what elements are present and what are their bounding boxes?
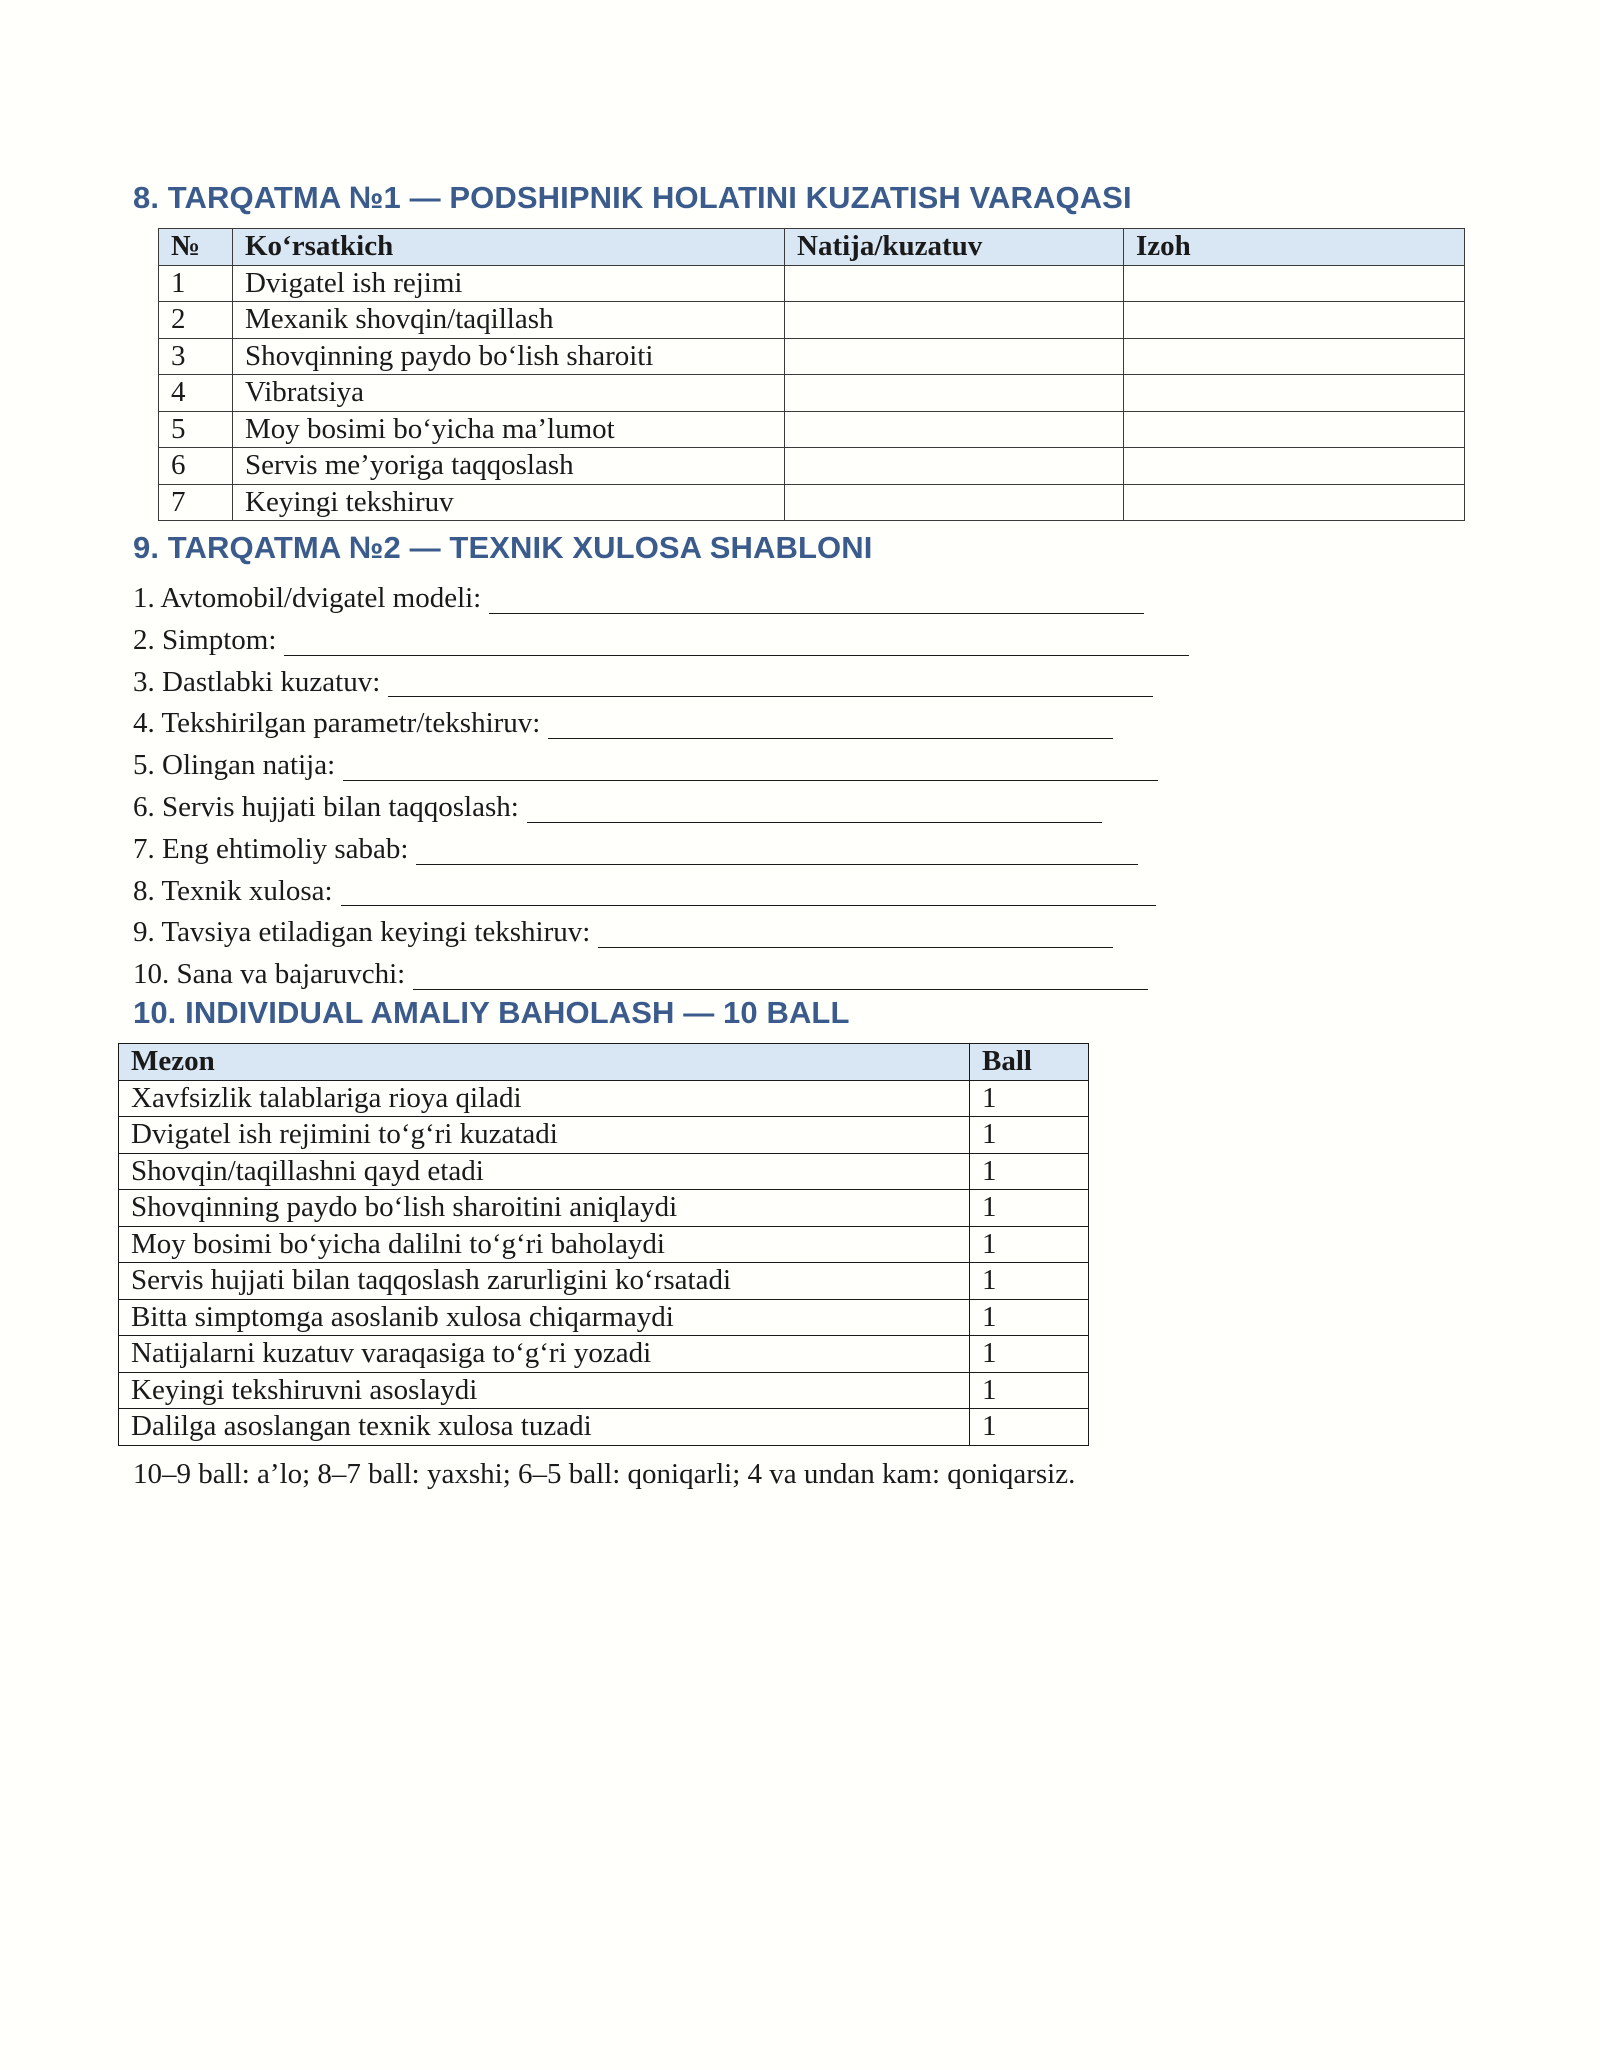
form-field-blank[interactable] (343, 748, 1158, 781)
score-cell: 1 (970, 1153, 1089, 1190)
note-cell[interactable] (1124, 265, 1465, 302)
result-cell[interactable] (785, 484, 1124, 521)
score-cell: 1 (970, 1372, 1089, 1409)
score-cell: 1 (970, 1080, 1089, 1117)
section-9-title: 9. TARQATMA №2 — TEXNIK XULOSA SHABLONI (133, 530, 873, 565)
score-cell: 1 (970, 1409, 1089, 1446)
col-header-criterion: Mezon (119, 1044, 970, 1081)
result-cell[interactable] (785, 265, 1124, 302)
form-field-label: 8. Texnik xulosa: (133, 874, 333, 907)
note-cell[interactable] (1124, 338, 1465, 375)
form-field-label: 7. Eng ehtimoliy sabab: (133, 832, 409, 865)
row-number: 1 (159, 265, 233, 302)
row-number: 5 (159, 411, 233, 448)
form-field (133, 787, 1233, 829)
result-cell[interactable] (785, 375, 1124, 412)
form-field (133, 703, 1233, 745)
criterion-cell: Dalilga asoslangan texnik xulosa tuzadi (119, 1409, 970, 1446)
indicator-cell: Keyingi tekshiruv (233, 484, 785, 521)
form-field-label: 4. Tekshirilgan parametr/tekshiruv: (133, 707, 541, 740)
observation-table-header-row (159, 229, 1465, 266)
form-field-label: 10. Sana va bajaruvchi: (133, 958, 406, 991)
form-field-label: 2. Simptom: (133, 623, 277, 656)
assessment-table (118, 1043, 1089, 1446)
indicator-cell: Shovqinning paydo bo‘lish sharoiti (233, 338, 785, 375)
col-header-result: Natija/kuzatuv (785, 229, 1124, 266)
form-field-blank[interactable] (284, 623, 1189, 656)
result-cell[interactable] (785, 338, 1124, 375)
form-field-label: 9. Tavsiya etiladigan keyingi tekshiruv: (133, 916, 591, 949)
assessment-table-header-row (119, 1044, 1089, 1081)
row-number: 7 (159, 484, 233, 521)
col-header-note: Izoh (1124, 229, 1465, 266)
table-row (159, 411, 1465, 448)
table-row (119, 1299, 1089, 1336)
form-field-label: 1. Avtomobil/dvigatel modeli: (133, 582, 482, 614)
grading-scale-note: 10–9 ball: a’lo; 8–7 ball: yaxshi; 6–5 ball: qoniqarli; 4 va undan kam: qoniqarsiz. (133, 1458, 1076, 1490)
form-field (133, 578, 1233, 620)
form-field (133, 745, 1233, 787)
score-cell: 1 (970, 1336, 1089, 1373)
table-row (119, 1372, 1089, 1409)
table-row (159, 338, 1465, 375)
form-field-blank[interactable] (527, 790, 1102, 823)
indicator-cell: Vibratsiya (233, 375, 785, 412)
conclusion-template-form (133, 578, 1233, 996)
table-row (119, 1117, 1089, 1154)
criterion-cell: Natijalarni kuzatuv varaqasiga to‘g‘ri yozadi (119, 1336, 970, 1373)
note-cell[interactable] (1124, 484, 1465, 521)
form-field (133, 829, 1233, 871)
table-row (119, 1080, 1089, 1117)
form-field-blank[interactable] (341, 873, 1156, 906)
criterion-cell: Dvigatel ish rejimini to‘g‘ri kuzatadi (119, 1117, 970, 1154)
table-row (159, 302, 1465, 339)
table-row (159, 448, 1465, 485)
table-row (159, 265, 1465, 302)
form-field-blank[interactable] (598, 915, 1113, 948)
row-number: 3 (159, 338, 233, 375)
form-field (133, 620, 1233, 662)
form-field-blank[interactable] (413, 957, 1148, 990)
note-cell[interactable] (1124, 375, 1465, 412)
criterion-cell: Servis hujjati bilan taqqoslash zarurligini ko‘rsatadi (119, 1263, 970, 1300)
note-cell[interactable] (1124, 411, 1465, 448)
indicator-cell: Servis me’yoriga taqqoslash (233, 448, 785, 485)
result-cell[interactable] (785, 448, 1124, 485)
form-field-label: 6. Servis hujjati bilan taqqoslash: (133, 790, 519, 823)
score-cell: 1 (970, 1299, 1089, 1336)
result-cell[interactable] (785, 302, 1124, 339)
form-field (133, 912, 1233, 954)
row-number: 6 (159, 448, 233, 485)
table-row (159, 375, 1465, 412)
form-field-label: 3. Dastlabki kuzatuv: (133, 665, 381, 698)
observation-table (158, 228, 1465, 521)
form-field-label: 5. Olingan natija: (133, 749, 336, 782)
table-row (119, 1409, 1089, 1446)
criterion-cell: Xavfsizlik talablariga rioya qiladi (119, 1080, 970, 1117)
score-cell: 1 (970, 1117, 1089, 1154)
section-10-title: 10. INDIVIDUAL AMALIY BAHOLASH — 10 BALL (133, 995, 850, 1030)
col-header-indicator: Ko‘rsatkich (233, 229, 785, 266)
col-header-score: Ball (970, 1044, 1089, 1081)
note-cell[interactable] (1124, 302, 1465, 339)
indicator-cell: Dvigatel ish rejimi (233, 265, 785, 302)
form-field (133, 662, 1233, 704)
row-number: 2 (159, 302, 233, 339)
section-8-title: 8. TARQATMA №1 — PODSHIPNIK HOLATINI KUZATISH VARAQASI (133, 180, 1132, 215)
form-field-blank[interactable] (489, 581, 1144, 614)
result-cell[interactable] (785, 411, 1124, 448)
criterion-cell: Keyingi tekshiruvni asoslaydi (119, 1372, 970, 1409)
note-cell[interactable] (1124, 448, 1465, 485)
table-row (119, 1263, 1089, 1300)
indicator-cell: Moy bosimi bo‘yicha ma’lumot (233, 411, 785, 448)
score-cell: 1 (970, 1190, 1089, 1227)
indicator-cell: Mexanik shovqin/taqillash (233, 302, 785, 339)
col-header-number: № (159, 229, 233, 266)
criterion-cell: Bitta simptomga asoslanib xulosa chiqarmaydi (119, 1299, 970, 1336)
criterion-cell: Moy bosimi bo‘yicha dalilni to‘g‘ri baholaydi (119, 1226, 970, 1263)
score-cell: 1 (970, 1263, 1089, 1300)
form-field (133, 954, 1233, 996)
form-field (133, 871, 1233, 913)
table-row (119, 1336, 1089, 1373)
form-field-blank[interactable] (548, 706, 1113, 739)
table-row (119, 1190, 1089, 1227)
table-row (159, 484, 1465, 521)
score-cell: 1 (970, 1226, 1089, 1263)
form-field-blank[interactable] (416, 832, 1138, 865)
table-row (119, 1153, 1089, 1190)
criterion-cell: Shovqinning paydo bo‘lish sharoitini aniqlaydi (119, 1190, 970, 1227)
form-field-blank[interactable] (388, 664, 1153, 697)
row-number: 4 (159, 375, 233, 412)
table-row (119, 1226, 1089, 1263)
criterion-cell: Shovqin/taqillashni qayd etadi (119, 1153, 970, 1190)
